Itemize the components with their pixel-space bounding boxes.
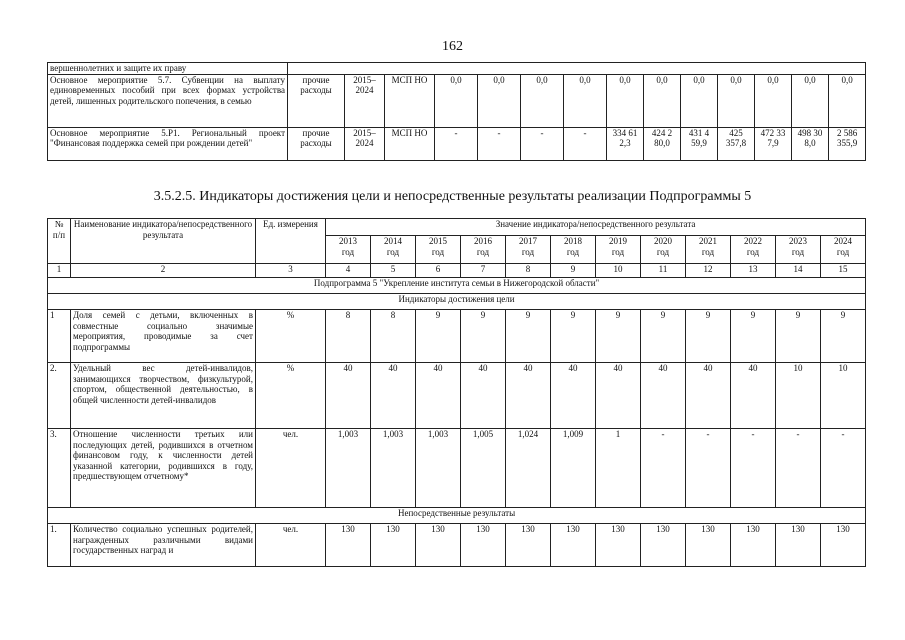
column-number: 8	[506, 264, 551, 278]
indicator-value: 1	[596, 429, 641, 508]
result-unit: чел.	[256, 524, 326, 567]
indicator-value: 10	[776, 363, 821, 429]
indicator-unit: %	[256, 363, 326, 429]
year-header: 2023 год	[776, 236, 821, 264]
funding-row-type: прочие расходы	[288, 74, 345, 127]
indicator-value: 9	[461, 310, 506, 363]
column-number: 11	[641, 264, 686, 278]
column-number: 10	[596, 264, 641, 278]
indicator-value: 9	[686, 310, 731, 363]
result-value: 130	[821, 524, 866, 567]
indicator-num: 3.	[48, 429, 71, 508]
header-name: Наименование индикатора/непосредственного результата	[71, 219, 256, 264]
header-unit: Ед. измерения	[256, 219, 326, 264]
indicator-value: 1,009	[551, 429, 596, 508]
header-values: Значение индикатора/непосредственного результата	[326, 219, 866, 236]
indicator-value: 40	[371, 363, 416, 429]
result-value: 130	[551, 524, 596, 567]
indicator-value: 40	[326, 363, 371, 429]
funding-row	[48, 74, 866, 127]
result-value: 130	[641, 524, 686, 567]
indicator-value: -	[641, 429, 686, 508]
indicator-value: 40	[731, 363, 776, 429]
column-number: 15	[821, 264, 866, 278]
column-number: 5	[371, 264, 416, 278]
column-number: 1	[48, 264, 71, 278]
result-name: Количество социально успешных родителей, награжденных различными видами государственных наград и	[71, 524, 256, 567]
result-num: 1.	[48, 524, 71, 567]
funding-value: 0,0	[644, 74, 681, 127]
subprogram-title: Подпрограмма 5 "Укрепление института семьи в Нижегородской области"	[48, 278, 866, 294]
results-section-row	[48, 508, 866, 524]
column-number: 6	[416, 264, 461, 278]
result-value: 130	[596, 524, 641, 567]
funding-value: 2 586 355,9	[829, 127, 866, 160]
column-number: 4	[326, 264, 371, 278]
funding-value: 425 357,8	[718, 127, 755, 160]
indicator-value: 9	[596, 310, 641, 363]
funding-continuation-row	[48, 63, 866, 75]
subprogram-title-row	[48, 278, 866, 294]
result-value: 130	[506, 524, 551, 567]
funding-value: 0,0	[681, 74, 718, 127]
result-value: 130	[731, 524, 776, 567]
indicator-value: 40	[641, 363, 686, 429]
year-header: 2015 год	[416, 236, 461, 264]
indicator-value: 1,024	[506, 429, 551, 508]
result-value: 130	[686, 524, 731, 567]
result-value: 130	[371, 524, 416, 567]
funding-value: 0,0	[607, 74, 644, 127]
header-num: № п/п	[48, 219, 71, 264]
indicator-name: Удельный вес детей-инвалидов, занимающихся творчеством, физкультурой, спортом, общественной деятельностью, в общей численности детей-инвалидов	[71, 363, 256, 429]
indicator-value: 9	[776, 310, 821, 363]
funding-value: -	[435, 127, 478, 160]
year-header: 2022 год	[731, 236, 776, 264]
indicator-row	[48, 429, 866, 508]
indicator-value: 9	[416, 310, 461, 363]
indicator-value: -	[776, 429, 821, 508]
indicator-value: 40	[686, 363, 731, 429]
column-number: 14	[776, 264, 821, 278]
indicator-value: 1,003	[416, 429, 461, 508]
funding-table	[47, 62, 866, 161]
result-row	[48, 524, 866, 567]
indicator-value: 9	[551, 310, 596, 363]
goal-section-row	[48, 294, 866, 310]
indicator-value: 40	[596, 363, 641, 429]
column-number: 9	[551, 264, 596, 278]
indicators-table	[47, 218, 866, 567]
result-value: 130	[416, 524, 461, 567]
column-number: 2	[71, 264, 256, 278]
indicator-value: 40	[551, 363, 596, 429]
funding-value: 0,0	[564, 74, 607, 127]
funding-value: 0,0	[521, 74, 564, 127]
indicator-value: 9	[506, 310, 551, 363]
funding-row-name: Основное мероприятие 5.Р1. Региональный проект "Финансовая поддержка семей при рождении детей"	[48, 127, 288, 160]
indicators-header-row	[48, 219, 866, 236]
funding-row-executor: МСП НО	[385, 127, 435, 160]
funding-row-executor: МСП НО	[385, 74, 435, 127]
funding-row-type: прочие расходы	[288, 127, 345, 160]
page-number: 162	[442, 39, 463, 54]
funding-row-period: 2015–2024	[345, 127, 385, 160]
indicator-value: 40	[506, 363, 551, 429]
results-section-title: Непосредственные результаты	[48, 508, 866, 524]
funding-value: 0,0	[435, 74, 478, 127]
column-number: 12	[686, 264, 731, 278]
funding-value: 431 4 59,9	[681, 127, 718, 160]
funding-value: 0,0	[718, 74, 755, 127]
year-header: 2014 год	[371, 236, 416, 264]
year-header: 2013 год	[326, 236, 371, 264]
indicator-value: 10	[821, 363, 866, 429]
year-header: 2020 год	[641, 236, 686, 264]
indicator-row	[48, 363, 866, 429]
result-value: 130	[776, 524, 821, 567]
year-header: 2016 год	[461, 236, 506, 264]
column-number: 7	[461, 264, 506, 278]
indicator-value: 8	[326, 310, 371, 363]
indicator-value: 40	[461, 363, 506, 429]
funding-row	[48, 127, 866, 160]
indicator-num: 2.	[48, 363, 71, 429]
indicator-value: 9	[821, 310, 866, 363]
year-header: 2017 год	[506, 236, 551, 264]
funding-value: -	[521, 127, 564, 160]
funding-value: 0,0	[829, 74, 866, 127]
indicator-value: 9	[641, 310, 686, 363]
funding-value: 472 33 7,9	[755, 127, 792, 160]
funding-value: 424 2 80,0	[644, 127, 681, 160]
column-number: 13	[731, 264, 776, 278]
year-header: 2021 год	[686, 236, 731, 264]
column-number: 3	[256, 264, 326, 278]
indicator-value: -	[731, 429, 776, 508]
funding-value: 334 61 2,3	[607, 127, 644, 160]
indicator-value: 1,003	[326, 429, 371, 508]
goal-section-title: Индикаторы достижения цели	[48, 294, 866, 310]
year-header: 2018 год	[551, 236, 596, 264]
indicator-row	[48, 310, 866, 363]
section-heading: 3.5.2.5. Индикаторы достижения цели и непосредственные результаты реализации Подпрограммы 5	[153, 189, 752, 204]
funding-continuation-text: вершеннолетних и защите их праву	[48, 63, 288, 75]
result-value: 130	[461, 524, 506, 567]
year-header: 2019 год	[596, 236, 641, 264]
indicator-value: -	[686, 429, 731, 508]
funding-value: -	[564, 127, 607, 160]
indicator-value: 8	[371, 310, 416, 363]
funding-row-period: 2015–2024	[345, 74, 385, 127]
funding-value: 498 30 8,0	[792, 127, 829, 160]
indicator-value: -	[821, 429, 866, 508]
indicator-unit: чел.	[256, 429, 326, 508]
indicator-value: 9	[731, 310, 776, 363]
funding-value: 0,0	[792, 74, 829, 127]
indicator-value: 1,005	[461, 429, 506, 508]
funding-value: -	[478, 127, 521, 160]
funding-value: 0,0	[755, 74, 792, 127]
indicator-num: 1	[48, 310, 71, 363]
indicator-value: 40	[416, 363, 461, 429]
funding-value: 0,0	[478, 74, 521, 127]
column-numbers-row	[48, 264, 866, 278]
indicator-name: Отношение численности третьих или последующих детей, родившихся в отчетном финансовом году, к численности детей указанной категории, родившихся в году, предшествующем отчетному*	[71, 429, 256, 508]
year-header: 2024 год	[821, 236, 866, 264]
indicator-unit: %	[256, 310, 326, 363]
indicator-value: 1,003	[371, 429, 416, 508]
result-value: 130	[326, 524, 371, 567]
funding-row-name: Основное мероприятие 5.7. Субвенции на выплату единовременных пособий при всех формах устройства детей, лишенных родительского попечения, в семью	[48, 74, 288, 127]
indicator-name: Доля семей с детьми, включенных в совместные социально значимые мероприятия, проводимые за счет подпрограммы	[71, 310, 256, 363]
